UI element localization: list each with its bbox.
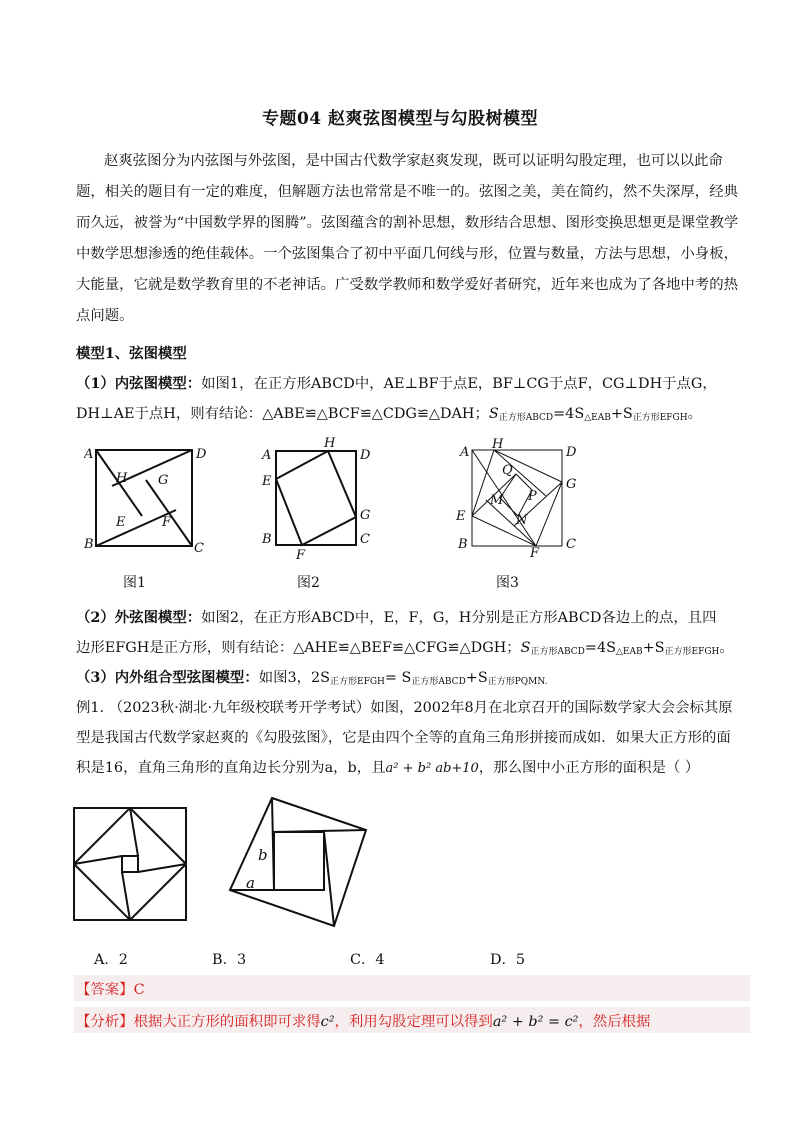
fig2-letter-b: B: [262, 532, 272, 547]
p3-sub1: 正方形EFGH: [330, 677, 385, 687]
figure-2-caption: 图2: [297, 575, 320, 591]
p2-sub1: 正方形ABCD: [530, 647, 585, 657]
fig3-letter-g: G: [566, 477, 577, 492]
fig1-letter-b: B: [84, 537, 94, 552]
p2-text1: 如图2，在正方形ABCD中，E，F，G，H分别是正方形ABCD各边上的点，且四: [201, 610, 717, 626]
intro-paragraph: 赵爽弦图分为内弦图与外弦图，是中国古代数学家赵爽发现，既可以证明勾股定理，也可以以此命题，相关的题目有一定的难度，但解题方法也常常是不唯一的。弦图之美，美在简约，然不失深厚，经典而久远，被誉为“中国数学界的图腾”。弦图蕴含的割补思想，数形结合思想、图形变换思想更是课堂教学中数学思想渗透的绝佳载体。一个弦图集合了初中平面几何线与形，位置与数量，方法与思想，小身板，大能量，它就是数学教育里的不老神话。广受数学教师和数学爱好者研究，近年来也成为了各地中考的热点问题。: [76, 153, 739, 324]
p2-sub2: △EAB: [615, 647, 643, 657]
p3-sub2: 正方形ABCD: [411, 677, 466, 687]
model1-p1-line2: [76, 402, 756, 423]
figure-2: [258, 435, 378, 560]
fig2-letter-g: G: [360, 508, 371, 523]
example1-line1: 例1. （2023秋·湖北·九年级校联考开学考试）如图，2002年8月在北京召开的国际数学家大会会标其原: [76, 700, 733, 716]
p3-plus: +S: [465, 670, 488, 686]
p1-s1: S: [488, 406, 499, 422]
analysis-formula-1: c²: [320, 1014, 335, 1030]
fig3-letter-f: F: [530, 546, 540, 558]
model1-p1-line1: [76, 372, 756, 393]
analysis-formula-2: a² + b² = c²: [492, 1014, 579, 1030]
p3-text: 如图3，2S: [258, 670, 331, 686]
choice-c[interactable]: C．4: [350, 952, 385, 968]
example1-line3: [76, 756, 756, 777]
p2-end: 。: [719, 640, 734, 656]
figure-3-caption: 图3: [496, 575, 519, 591]
figure-1-caption: 图1: [123, 575, 146, 591]
example-figure-1-diagram: [72, 806, 192, 922]
analysis-text-c: ，然后根据: [578, 1014, 651, 1030]
answer-tag: 【答案】: [76, 982, 134, 998]
fig2-letter-a: A: [262, 448, 272, 463]
fig3-letter-e: E: [456, 509, 466, 524]
analysis-line: [76, 1010, 756, 1031]
fig2-letter-d: D: [360, 448, 371, 463]
fig1-letter-a: A: [84, 447, 94, 462]
fig1-letter-h: H: [116, 471, 128, 486]
figure-1: [84, 440, 214, 560]
p3-label: （3）内外组合型弦图模型：: [76, 669, 259, 686]
p2-mid: =4S: [584, 640, 616, 656]
model1-p2-line1: [76, 606, 756, 627]
p3-sub3: 正方形PQMN.: [487, 677, 548, 687]
p2-s1: S: [520, 640, 531, 656]
fig3-letter-a: A: [460, 445, 470, 460]
example-figure-2-diagram: [226, 796, 376, 932]
p1-text1: 如图1，在正方形ABCD中，AE⊥BF于点E，BF⊥CG于点F，CG⊥DH于点G，: [201, 376, 717, 392]
figure-2-diagram: [258, 435, 378, 560]
fig3-letter-q: Q: [502, 463, 513, 478]
model1-p2-line2: [76, 636, 756, 657]
fig1-letter-c: C: [194, 541, 204, 556]
fig1-letter-g: G: [158, 473, 169, 488]
fig2-letter-e: E: [262, 474, 272, 489]
analysis-text-a: 根据大正方形的面积即可求得: [133, 1014, 321, 1030]
choice-b[interactable]: B．3: [212, 952, 247, 968]
analysis-tag: 【分析】: [76, 1014, 134, 1030]
ex1-formula: a² + b² ab+10: [385, 761, 479, 776]
p1-label: （1）内弦图模型：: [76, 375, 202, 392]
answer-line: [76, 978, 756, 999]
fig1-letter-e: E: [116, 515, 126, 530]
example1-line2: 型是我国古代数学家赵爽的《勾股弦图》，它是由四个全等的直角三角形拼接而成如．如果大正方形的面: [76, 730, 731, 746]
page-title: 专题04 赵爽弦图模型与勾股树模型: [261, 109, 539, 129]
fig3-letter-m: M: [490, 493, 504, 508]
p2-plus: +S: [642, 640, 665, 656]
p1-text2: DH⊥AE于点H，则有结论：△ABE≌△BCF≌△CDG≌△DAH；: [76, 406, 489, 422]
p1-plus: +S: [610, 406, 633, 422]
fig1-letter-d: D: [196, 447, 207, 462]
fig2-letter-h: H: [324, 436, 336, 451]
p2-text2: 边形EFGH是正方形，则有结论：△AHE≌△BEF≌△CFG≌△DGH；: [76, 640, 521, 656]
ex-letter-a: a: [246, 874, 255, 892]
figure-3-diagram: [450, 438, 585, 558]
fig3-letter-d: D: [566, 445, 577, 460]
choice-d[interactable]: D．5: [490, 952, 526, 968]
p1-end: 。: [687, 406, 702, 422]
example-figure-2: [226, 796, 376, 932]
p2-sub3: 正方形EFGH: [664, 647, 720, 657]
fig3-letter-n: N: [516, 513, 528, 528]
analysis-text-b: ，利用勾股定理可以得到: [334, 1014, 493, 1030]
figure-3: [450, 438, 585, 558]
p2-label: （2）外弦图模型：: [76, 609, 202, 626]
p1-mid: =4S: [553, 406, 585, 422]
ex1-line3-a: 积是16，直角三角形的直角边长分别为a，b，且: [76, 760, 386, 776]
fig3-letter-h: H: [492, 438, 504, 452]
p1-sub3: 正方形EFGH: [632, 413, 688, 423]
example-figure-1: [72, 806, 192, 922]
fig2-letter-f: F: [296, 548, 306, 560]
ex1-line3-b: ，那么图中小正方形的面积是（ ）: [478, 760, 700, 776]
p3-eq: = S: [384, 670, 412, 686]
ex-letter-b: b: [258, 846, 268, 864]
fig3-letter-c: C: [566, 537, 576, 552]
p1-sub2: △EAB: [584, 413, 611, 423]
model1-p3: [76, 666, 756, 687]
fig1-letter-f: F: [162, 515, 172, 530]
p1-sub1: 正方形ABCD: [498, 413, 554, 423]
answer-value: C: [133, 982, 145, 998]
fig2-letter-c: C: [360, 532, 370, 547]
model1-heading: 模型1、弦图模型: [76, 345, 187, 362]
choice-a[interactable]: A．2: [94, 952, 128, 968]
figure-1-diagram: [84, 440, 214, 560]
fig3-letter-p: P: [528, 489, 537, 504]
fig3-letter-b: B: [458, 537, 468, 552]
